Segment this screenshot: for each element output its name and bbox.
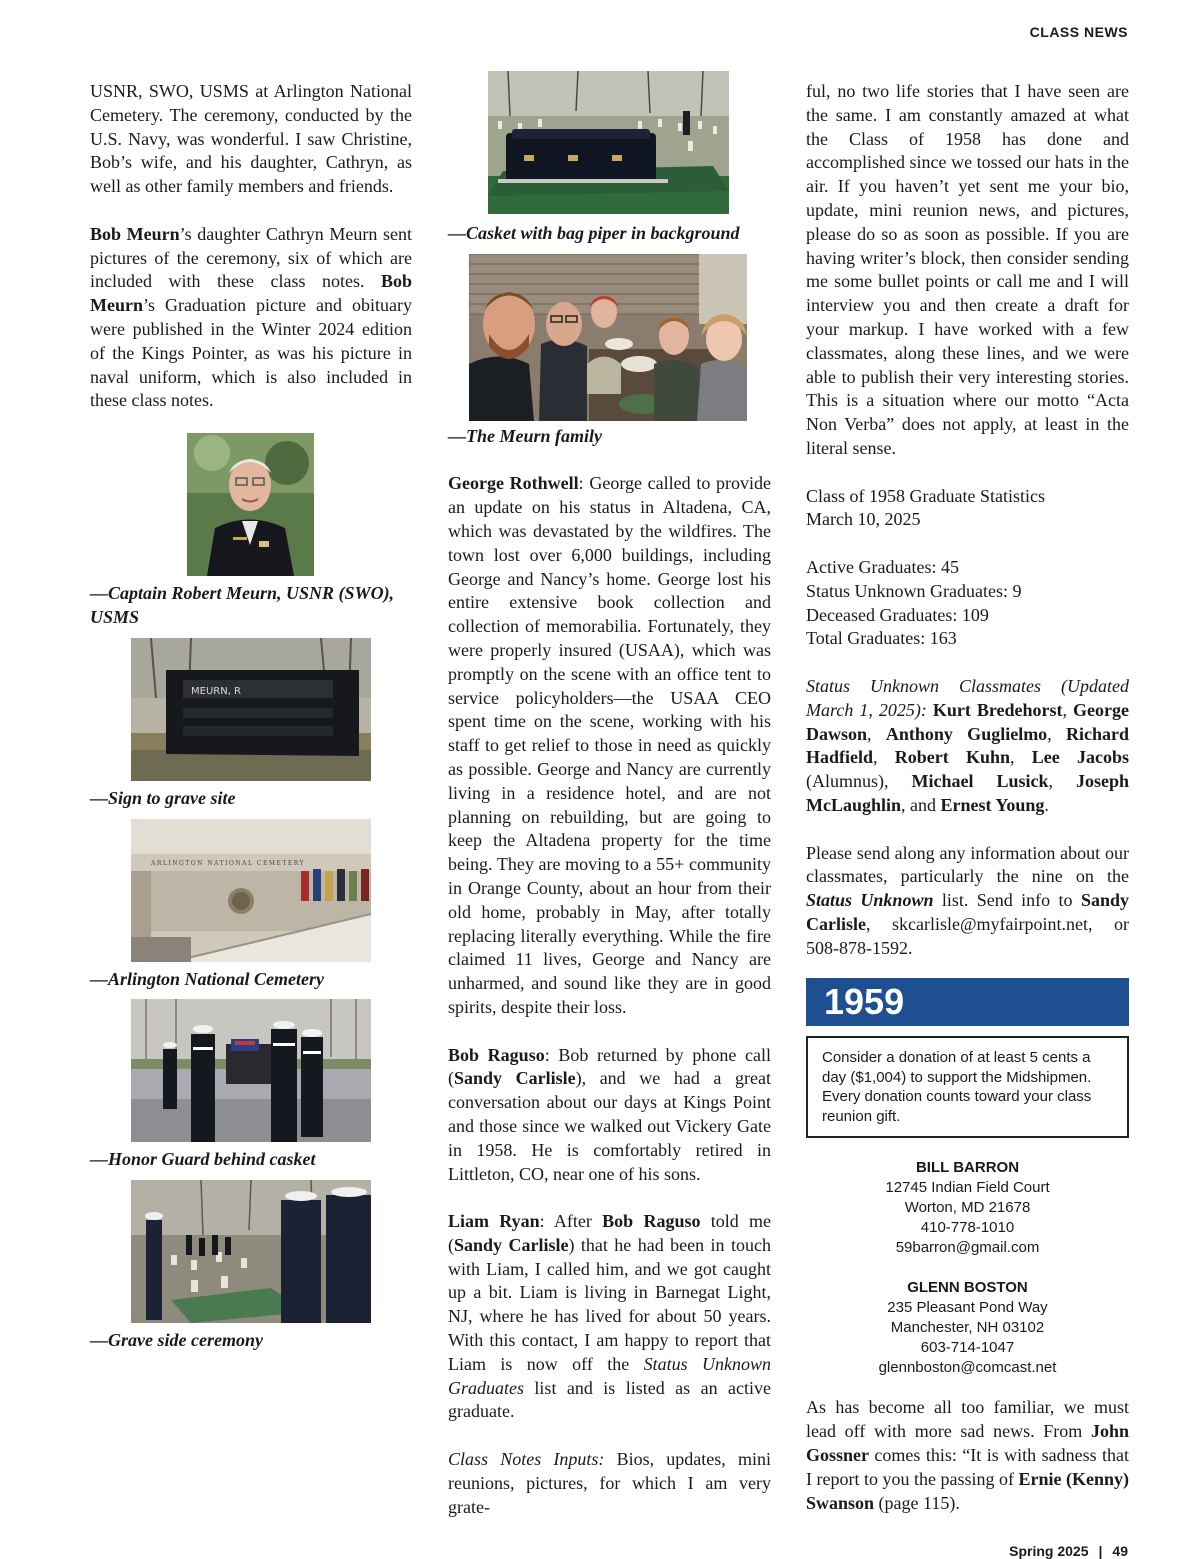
person-name: Bob Meurn — [90, 223, 180, 244]
contact-block — [806, 1158, 1129, 1258]
photo-caption: —Grave side ceremony — [90, 1330, 263, 1351]
article-paragraph: Class Notes Inputs: Bios, updates, mini reunions, pictures, for which I am very grate- — [448, 1449, 771, 1517]
person-name: Liam Ryan — [448, 1211, 540, 1232]
stats-heading: Class of 1958 Graduate Statistics March 10, 2025 — [806, 485, 1045, 530]
contact-name: BILL BARRON — [915, 1159, 1020, 1177]
person-name: Sandy Carlisle — [454, 1234, 569, 1255]
sign-text: MEURN, R — [191, 685, 241, 697]
issue-label: Spring 2025 — [1009, 1543, 1089, 1559]
article-paragraph: George Rothwell: George called to provide an update on his status in Altadena, CA, which was devastated by the wildfires. The town lost over 6,000 buildings, including George and Nancy’s home. George lost his entire extensive book collection and collection of memorabilia. Fortunately, they were properly insured (USAA), which was promptly on the scene with an office tent to service policyholders—the USAA CEO spent time on the scene, working with his staff to get relief to those in need as quickly as possible. George and Nancy are currently living in a residence hotel, and are not planning on rebuilding, but are going to keep the Altadena property for the time being. They are moving to a 55+ community in Orange County, about an hour from their old home, probably in May, after totally replacing literally everything. While the fire claimed 11 lives, George and Nancy are unharmed, and sound like they are in good spirits, despite their loss. — [448, 473, 771, 1017]
person-name: Bob Raguso — [448, 1044, 545, 1065]
person-name: Sandy Carlisle — [454, 1068, 576, 1089]
photo-caption: —Arlington National Cemetery — [90, 968, 325, 989]
section-header: CLASS NEWS — [1029, 24, 1128, 40]
donation-box: Consider a donation of at least 5 cents a day ($1,004) to support the Midshipmen. Every donation counts toward your class reunion gift. — [806, 1036, 1129, 1138]
photo-honor-guard — [131, 999, 371, 1142]
photo-caption: —Honor Guard behind casket — [90, 1149, 316, 1170]
article-paragraph: Bob Meurn’s daughter Cathryn Meurn sent pictures of the ceremony, six of which are included with these class notes. Bob Meurn’s Graduation picture and obituary were published in the Winter 2024 edition of the Kings Pointer, as was his picture in naval uniform, which is also included in these class notes. — [90, 223, 413, 411]
contact-email[interactable]: 59barron@gmail.com — [895, 1239, 1040, 1257]
status-unknown-list: Status Unknown Classmates (Updated March 1, 2025): Kurt Bredehorst, George Dawson, Anthony Guglielmo, Richard Hadfield, Robert Kuhn, Lee Jacobs (Alumnus), Michael Lusick, Joseph McLaughlin, and Ernest Young. — [806, 675, 1130, 815]
stat-total: Total Graduates: 163 — [806, 628, 957, 649]
photo-grave-side — [131, 1180, 371, 1323]
article-paragraph: Please send along any information about our classmates, particularly the nine on the Status Unknown list. Send info to Sandy Carlisle, skcarlisle@myfairpoint.net, or 508-878-1592. — [806, 842, 1129, 958]
stat-deceased: Deceased Graduates: 109 — [806, 604, 989, 625]
contact-phone: 603-714-1047 — [920, 1339, 1015, 1357]
contact-email[interactable]: glennboston@comcast.net — [878, 1359, 1057, 1377]
photo-captain-portrait — [187, 433, 314, 576]
photo-caption: —Casket with bag piper in background — [448, 223, 740, 243]
column-right — [806, 80, 1129, 1515]
contact-city: Worton, MD 21678 — [904, 1199, 1031, 1217]
stat-unknown: Status Unknown Graduates: 9 — [806, 580, 1022, 601]
column-middle — [448, 71, 771, 1519]
photo-arlington-cemetery — [131, 819, 371, 962]
page-number: 49 — [1112, 1543, 1128, 1559]
contact-street: 12745 Indian Field Court — [885, 1179, 1050, 1197]
footer-separator: | — [1098, 1543, 1103, 1559]
person-name: George Rothwell — [448, 473, 579, 494]
year-banner: 1959 — [806, 978, 1129, 1026]
building-text: ARLINGTON NATIONAL CEMETERY — [151, 859, 306, 867]
article-paragraph: Liam Ryan: After Bob Raguso told me (Sandy Carlisle) that he had been in touch with Liam, I called him, and we got caught up a bit. Liam is living in Barnegat Light, NJ, where he has lived for about 50 years. With this contact, I am happy to report that Liam is now off the Status Unknown Graduates list and is listed as an active graduate. — [448, 1211, 771, 1422]
person-name: Bob Raguso — [602, 1211, 701, 1232]
photo-grave-sign — [131, 638, 371, 781]
contact-phone: 410-778-1010 — [920, 1219, 1015, 1237]
contact-name: GLENN BOSTON — [907, 1279, 1028, 1297]
photo-casket — [488, 71, 729, 214]
contact-block — [806, 1278, 1129, 1378]
stats-list — [806, 556, 1129, 651]
photo-meurn-family — [469, 254, 747, 421]
page-footer — [1009, 1543, 1128, 1559]
article-paragraph: As has become all too familiar, we must lead off with more sad news. From John Gossner comes this: “It is with sadness that I report to you the passing of Ernie (Kenny) Swanson (page 115). — [806, 1397, 1129, 1513]
photo-caption: —Captain Robert Meurn, USNR (SWO), USMS — [90, 583, 395, 627]
person-name: Bob Meurn — [90, 271, 412, 316]
contact-street: 235 Pleasant Pond Way — [887, 1299, 1048, 1317]
photo-caption: —The Meurn family — [448, 425, 603, 446]
stat-active: Active Graduates: 45 — [806, 556, 959, 577]
article-paragraph: Bob Raguso: Bob returned by phone call (Sandy Carlisle), and we had a great conversation about our days at Kings Point and those since we walked out Vickery Gate in 1958. He is comfortably retired in Littleton, CO, near one of his sons. — [448, 1044, 771, 1184]
article-paragraph: ful, no two life stories that I have seen are the same. I am constantly amazed at what the Class of 1958 has done and accomplished since we tossed our hats in the air. If you haven’t yet sent me your bio, update, mini reunion news, and pictures, please do so as soon as possible. If you are having writer’s block, then consider sending me some bullet points or call me and I will interview you and then create a draft for your markup. I have worked with a few classmates, along these lines, and we were able to publish their very interesting stories. This is a situation where our motto “Acta Non Verba” does not apply, at least in the literal sense. — [806, 81, 1129, 458]
photo-caption: —Sign to grave site — [90, 787, 236, 808]
contact-city: Manchester, NH 03102 — [890, 1319, 1045, 1337]
article-paragraph: USNR, SWO, USMS at Arlington National Cemetery. The ceremony, conducted by the U.S. Navy, was wonderful. I saw Christine, Bob’s wife, and his daughter, Cathryn, as well as other family members and friends. — [90, 81, 412, 197]
column-left — [90, 80, 412, 1353]
